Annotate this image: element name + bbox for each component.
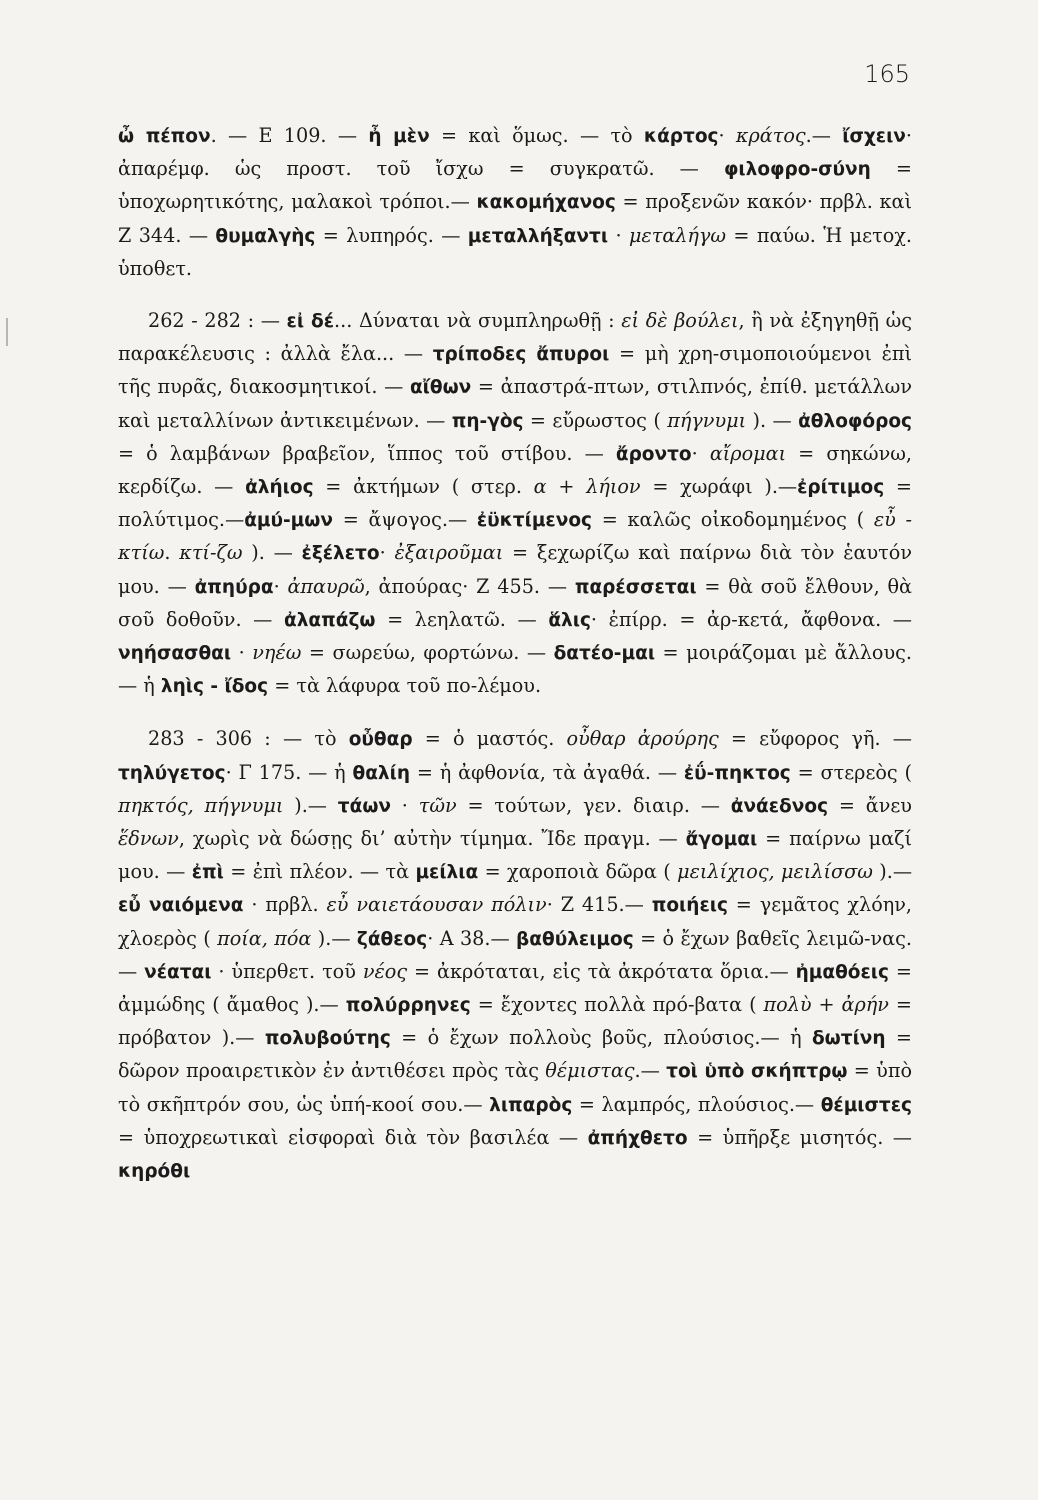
gloss-text: = γεμᾶτος χλόην, χλοερὸς ( <box>118 893 913 950</box>
gloss-text: = ξεχωρίζω καὶ παίρνω διὰ τὸν ἑαυτόν μου. — <box>118 541 912 598</box>
italic-term: εἰ δὲ βούλει <box>621 309 739 333</box>
headword: ἐϋκτίμενος <box>476 510 593 532</box>
headword: ἀμύ-μων <box>244 510 333 532</box>
headword: λιπαρὸς <box>489 1094 573 1116</box>
headword: τηλύγετος <box>118 762 226 784</box>
gloss-text: · <box>231 641 253 665</box>
italic-term: πηκτός, πήγνυμι <box>118 793 284 817</box>
gloss-text: = ὁ λαμβάνων βραβεῖον, ἵππος τοῦ στίβου. — <box>118 441 616 465</box>
headword: ἀλήιος <box>245 477 314 499</box>
headword: τρίποδες ἄπυροι <box>432 344 610 366</box>
gloss-text: = μοιράζομαι μὲ ἄλλους. — ἡ <box>118 641 912 698</box>
gloss-text: = τούτων, γεν. διαιρ. — <box>456 793 731 817</box>
gloss-text: = σηκώνω, κερδίζω. — <box>118 441 912 499</box>
headword: ἀνάεδνος <box>730 795 829 817</box>
gloss-text: ).— <box>311 926 357 950</box>
gloss-text: = ὁ μαστός. <box>412 727 567 751</box>
gloss-text: = λαμπρός, πλούσιος.— <box>572 1092 821 1116</box>
headword: αἴθων <box>409 377 472 399</box>
italic-term: πήγνυμι <box>667 408 747 432</box>
gloss-text: = ἄνευ <box>828 793 912 817</box>
italic-term: οὖθαρ ἀρούρης <box>566 727 719 751</box>
italic-term: ποία, πόα <box>217 926 312 950</box>
headword: ὦ πέπον <box>118 126 211 147</box>
headword: τοὶ ὑπὸ σκήπτρῳ <box>666 1061 848 1083</box>
headword: θέμιστες <box>820 1094 912 1116</box>
gloss-text: · <box>718 124 736 147</box>
gloss-text: = ὑπὸ τὸ σκῆπτρόν σου, ὡς ὑπή-κοοί σου.— <box>118 1059 912 1116</box>
italic-term: ἐξαιροῦμαι <box>394 541 504 565</box>
gloss-text: = ἀκτήμων ( στερ. <box>313 475 534 499</box>
headword: ἐξέλετο <box>301 543 380 565</box>
headword: πολυβούτης <box>264 1028 391 1050</box>
gloss-text: = λυπηρός. — <box>315 223 468 247</box>
gloss-text: · <box>691 441 710 465</box>
italic-term: λήιον <box>586 475 641 499</box>
gloss-text: , ἀπούρας· Ζ 455. — <box>364 574 575 598</box>
gloss-text: ).— <box>283 793 338 817</box>
headword: ἐρίτιμος <box>797 477 885 499</box>
gloss-text: = μὴ χρη-σιμοποιούμενοι ἐπὶ τῆς πυρᾶς, διακοσμητικοί. — <box>118 342 913 399</box>
headword: δωτίνη <box>811 1028 886 1050</box>
italic-term: ἕδνων <box>118 827 179 851</box>
paragraph-p1 <box>118 120 912 285</box>
gloss-text: = ἔχοντες πολλὰ πρό-βατα ( <box>470 993 764 1017</box>
gloss-text: 262 - 282 : — <box>148 309 287 333</box>
headword: ἦ μὲν <box>368 126 430 147</box>
gloss-text: · Ζ 415.— <box>546 893 652 917</box>
gloss-text: = παίρνω μαζί μου. — <box>118 827 913 884</box>
gloss-text: = στερεὸς ( <box>790 760 912 784</box>
headword: ἠμαθόεις <box>795 961 889 983</box>
commentary-text <box>118 120 912 1188</box>
gloss-text: . — Ε 109. — <box>210 124 369 147</box>
headword: ἴσχειν <box>842 126 906 147</box>
gloss-text: = ὑποχρεωτικαὶ εἰσφοραὶ διὰ τὸν βασιλέα — <box>118 1125 588 1149</box>
headword: ἄγομαι <box>685 829 758 851</box>
gloss-text: = εὔρωστος ( <box>523 408 668 432</box>
italic-term: τῶν <box>418 793 457 817</box>
gloss-text: = ἀμμώδης ( ἄμαθος ).— <box>118 959 912 1017</box>
italic-term: νηέω <box>252 641 302 665</box>
gloss-text: , ἢ νὰ ἐξηγηθῇ ὡς παρακέλευσις : ἀλλὰ ἔλα... — <box>118 309 912 366</box>
italic-term: μειλίχιος, μειλίσσω <box>677 860 873 884</box>
gloss-text: = ἀπαστρά-πτων, στιλπνός, ἐπίθ. μετάλλων καὶ μεταλλίνων ἀντικειμένων. — <box>118 375 912 432</box>
paragraph-p3 <box>118 723 912 1188</box>
gloss-text: = ὑποχωρητικότης, μαλακοὶ τρόποι.— <box>118 157 912 214</box>
gloss-text: + <box>546 475 587 499</box>
headword: δατέο-μαι <box>553 643 656 665</box>
gloss-text: · Γ 175. — ἡ <box>225 760 353 784</box>
italic-term: ἀπαυρῶ <box>287 574 365 598</box>
italic-term: α <box>533 475 547 499</box>
gloss-text: = ἐπὶ πλέον. — τὰ <box>223 860 416 884</box>
gloss-text: ).— <box>872 860 913 884</box>
italic-term: θέμιστας <box>545 1059 635 1083</box>
italic-term: ἀρήν <box>841 993 889 1017</box>
headword: οὖθαρ <box>348 729 413 751</box>
gloss-text: = λεηλατῶ. — <box>375 607 549 631</box>
gloss-text: = θὰ σοῦ ἔλθουν, θὰ σοῦ δοθοῦν. — <box>118 574 913 631</box>
headword: εὖ ναιόμενα <box>118 895 244 917</box>
italic-term: εὖ ναιετάουσαν πόλιν <box>326 893 547 917</box>
gloss-text: = ὁ ἔχων βαθεῖς λειμῶ-νας.— <box>118 926 912 983</box>
headword: πη-γὸς <box>451 410 524 432</box>
headword: θυμαλγὴς <box>215 225 316 247</box>
italic-term: μεταλήγω <box>628 223 727 247</box>
headword: ἀπήχθετο <box>587 1127 688 1149</box>
gloss-text: ). — <box>242 541 302 565</box>
page-number: 165 <box>864 60 910 88</box>
headword: εἰ δέ <box>286 311 335 333</box>
headword: μείλια <box>415 862 479 884</box>
headword: μεταλλήξαντι <box>467 225 609 247</box>
gloss-text: · <box>391 793 419 817</box>
headword: ληὶς - ἴδος <box>160 676 269 698</box>
gloss-text: = καὶ ὅμως. — τὸ <box>429 124 644 147</box>
gloss-text: = καλῶς οἰκοδομημένος ( <box>592 508 874 532</box>
gloss-text: · ἐπίρρ. = ἀρ-κετά, ἄφθονα. — <box>590 607 912 631</box>
gloss-text: · <box>608 223 629 247</box>
headword: βαθύλειμος <box>516 928 634 950</box>
italic-term: αἴρομαι <box>709 441 787 465</box>
gloss-text: .— <box>805 124 843 147</box>
italic-term: εὖ - κτίω <box>118 508 913 565</box>
gloss-text: 283 - 306 : — τὸ <box>148 727 349 751</box>
headword: νηήσασθαι <box>118 643 232 665</box>
headword: ἅλις <box>548 609 591 631</box>
headword: νέαται <box>144 961 212 983</box>
paragraph-p2 <box>118 305 912 703</box>
gloss-text: + <box>811 993 842 1017</box>
gloss-text: = πρόβατον ).— <box>118 993 912 1050</box>
gloss-text: = δῶρον προαιρετικὸν ἐν ἀντιθέσει πρὸς τὰς <box>118 1026 913 1083</box>
italic-term: πολὺ <box>763 993 812 1017</box>
headword: ἐπὶ <box>191 862 224 884</box>
headword: φιλοφρο-σύνη <box>723 159 871 181</box>
gloss-text: · <box>379 541 395 565</box>
gloss-text: · <box>273 574 288 598</box>
headword: κηρόθι <box>118 1161 191 1183</box>
italic-term: νέος <box>362 959 408 983</box>
gloss-text: . <box>164 541 180 565</box>
gloss-text: = ἀκρόταται, εἰς τὰ ἀκρότατα ὅρια.— <box>407 959 796 983</box>
gloss-text: = παύω. Ἡ μετοχ. ὑποθετ. <box>118 223 912 280</box>
headword: ποιήεις <box>651 895 728 917</box>
headword: παρέσσεται <box>574 576 697 598</box>
italic-term: κτί-ζω <box>179 541 243 565</box>
gloss-text: = πολύτιμος.— <box>118 475 912 532</box>
gloss-text: · Α 38.— <box>427 926 517 950</box>
headword: πολύρρηνες <box>345 995 471 1017</box>
headword: τάων <box>337 795 391 817</box>
gloss-text: · ὑπερθετ. τοῦ <box>211 959 363 983</box>
gloss-text: , χωρὶς νὰ δώσῃς δι’ αὐτὴν τίμημα. Ἴδε πραγμ. — <box>178 827 686 851</box>
headword: ἀθλοφόρος <box>798 410 912 432</box>
gloss-text: .— <box>634 1059 667 1083</box>
italic-term: κράτος <box>735 124 806 147</box>
headword: κάρτος <box>643 126 719 147</box>
gloss-text: = χωράφι ).— <box>640 475 798 499</box>
headword: ζάθεος <box>356 928 428 950</box>
gloss-text: = ὑπῆρξε μισητός. — <box>687 1125 912 1149</box>
headword: κακομήχανος <box>476 192 616 214</box>
gloss-text: · πρβλ. <box>243 893 327 917</box>
gloss-text: ... Δύναται νὰ συμπληρωθῇ : <box>334 309 622 333</box>
gloss-text: = ὁ ἔχων πολλοὺς βοῦς, πλούσιος.— ἡ <box>390 1026 812 1050</box>
gloss-text: = ἄψογος.— <box>332 508 477 532</box>
gloss-text: · ἀπαρέμφ. ὡς προστ. τοῦ ἴσχω = συγκρατῶ. — <box>118 124 913 181</box>
gloss-text: = προξενῶν κακόν· πρβλ. καὶ Ζ 344. — <box>118 190 912 247</box>
headword: ἀλαπάζω <box>284 609 376 631</box>
headword: ἄροντο <box>615 443 692 465</box>
margin-mark <box>6 318 8 346</box>
gloss-text: ). — <box>746 408 799 432</box>
gloss-text: = ἡ ἀφθονία, τὰ ἀγαθά. — <box>410 760 684 784</box>
gloss-text: = χαροποιὰ δῶρα ( <box>478 860 678 884</box>
gloss-text: = τὰ λάφυρα τοῦ πο-λέμου. <box>268 674 542 698</box>
headword: ἐΰ-πηκτος <box>683 762 791 784</box>
headword: θαλίη <box>352 762 411 784</box>
headword: ἀπηύρα <box>194 576 274 598</box>
gloss-text: = σωρεύω, φορτώνω. — <box>301 641 554 665</box>
gloss-text: = εὔφορος γῆ. — <box>718 727 912 751</box>
